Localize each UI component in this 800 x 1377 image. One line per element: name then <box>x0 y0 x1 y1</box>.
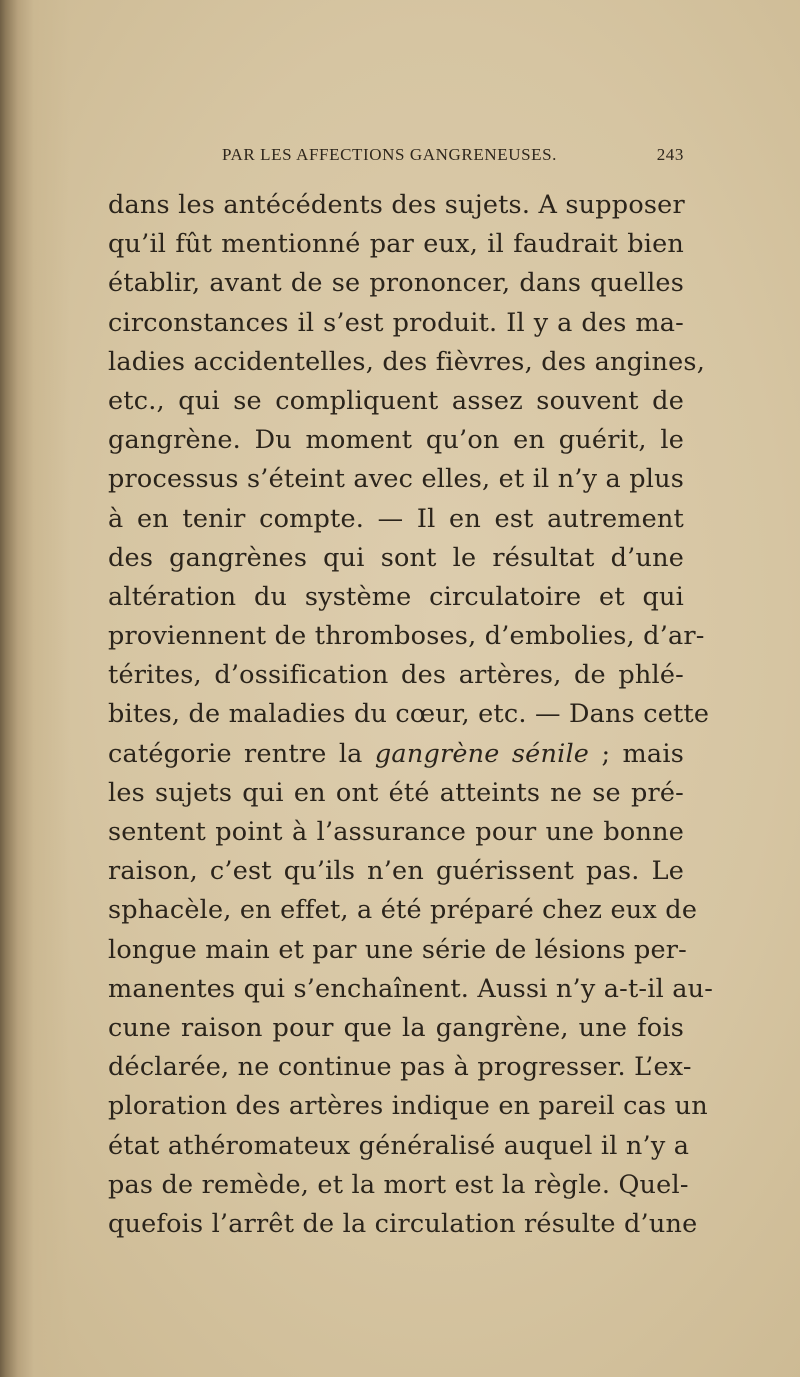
text-line-11: altération du système circulatoire et qui <box>108 581 684 612</box>
italic-term: gangrène sénile <box>374 738 590 769</box>
text-line-27: quefois l’arrêt de la circulation résulte d’une <box>108 1208 698 1239</box>
text-line-15-end: ; mais <box>601 738 684 769</box>
text-line-19: sphacèle, en effet, a été préparé chez eux de <box>108 895 698 926</box>
text-line-15-start: catégorie rentre la <box>108 738 363 769</box>
page-number: 243 <box>656 145 684 164</box>
text-line-21: manentes qui s’enchaînent. Aussi n’y a-t-il au- <box>108 973 714 1004</box>
text-line-4: circonstances il s’est produit. Il y a des ma- <box>108 307 684 338</box>
text-line-15 <box>108 735 684 774</box>
text-line-22: cune raison pour que la gangrène, une fois <box>108 1012 684 1043</box>
text-line-18: raison, c’est qu’ils n’en guérissent pas. Le <box>108 856 684 887</box>
text-line-23: déclarée, ne continue pas à progresser. L’ex- <box>108 1052 692 1083</box>
text-line-26: pas de remède, et la mort est la règle. Quel- <box>108 1169 689 1200</box>
text-line-12: proviennent de thromboses, d’embolies, d’ar- <box>108 621 705 652</box>
text-line-3: établir, avant de se prononcer, dans quelles <box>108 268 684 299</box>
text-line-17: sentent point à l’assurance pour une bonne <box>108 817 684 847</box>
text-line-8: processus s’éteint avec elles, et il n’y a plus <box>108 464 685 495</box>
body-text <box>108 186 714 1244</box>
text-line-24: ploration des artères indique en pareil cas un <box>108 1091 708 1122</box>
text-line-25: état athéromateux généralisé auquel il n’y a <box>108 1130 690 1161</box>
text-line-9: à en tenir compte. — Il en est autrement <box>108 503 684 534</box>
text-line-14: bites, de maladies du cœur, etc. — Dans cette <box>108 699 710 730</box>
text-line-10: des gangrènes qui sont le résultat d’une <box>108 542 684 573</box>
text-line-5: ladies accidentelles, des fièvres, des angines, <box>108 346 706 377</box>
text-line-20: longue main et par une série de lésions per- <box>108 934 687 965</box>
running-header <box>222 145 684 171</box>
text-line-1: dans les antécédents des sujets. A supposer <box>108 190 685 220</box>
running-title: PAR LES AFFECTIONS GANGRENEUSES. <box>222 145 558 164</box>
text-line-2: qu’il fût mentionné par eux, il faudrait bien <box>108 229 684 260</box>
text-line-13: térites, d’ossification des artères, de phlé- <box>108 660 684 691</box>
text-line-16: les sujets qui en ont été atteints ne se pré- <box>108 777 684 808</box>
text-line-6: etc., qui se compliquent assez souvent de <box>108 385 684 416</box>
text-line-7: gangrène. Du moment qu’on en guérit, le <box>108 425 684 456</box>
